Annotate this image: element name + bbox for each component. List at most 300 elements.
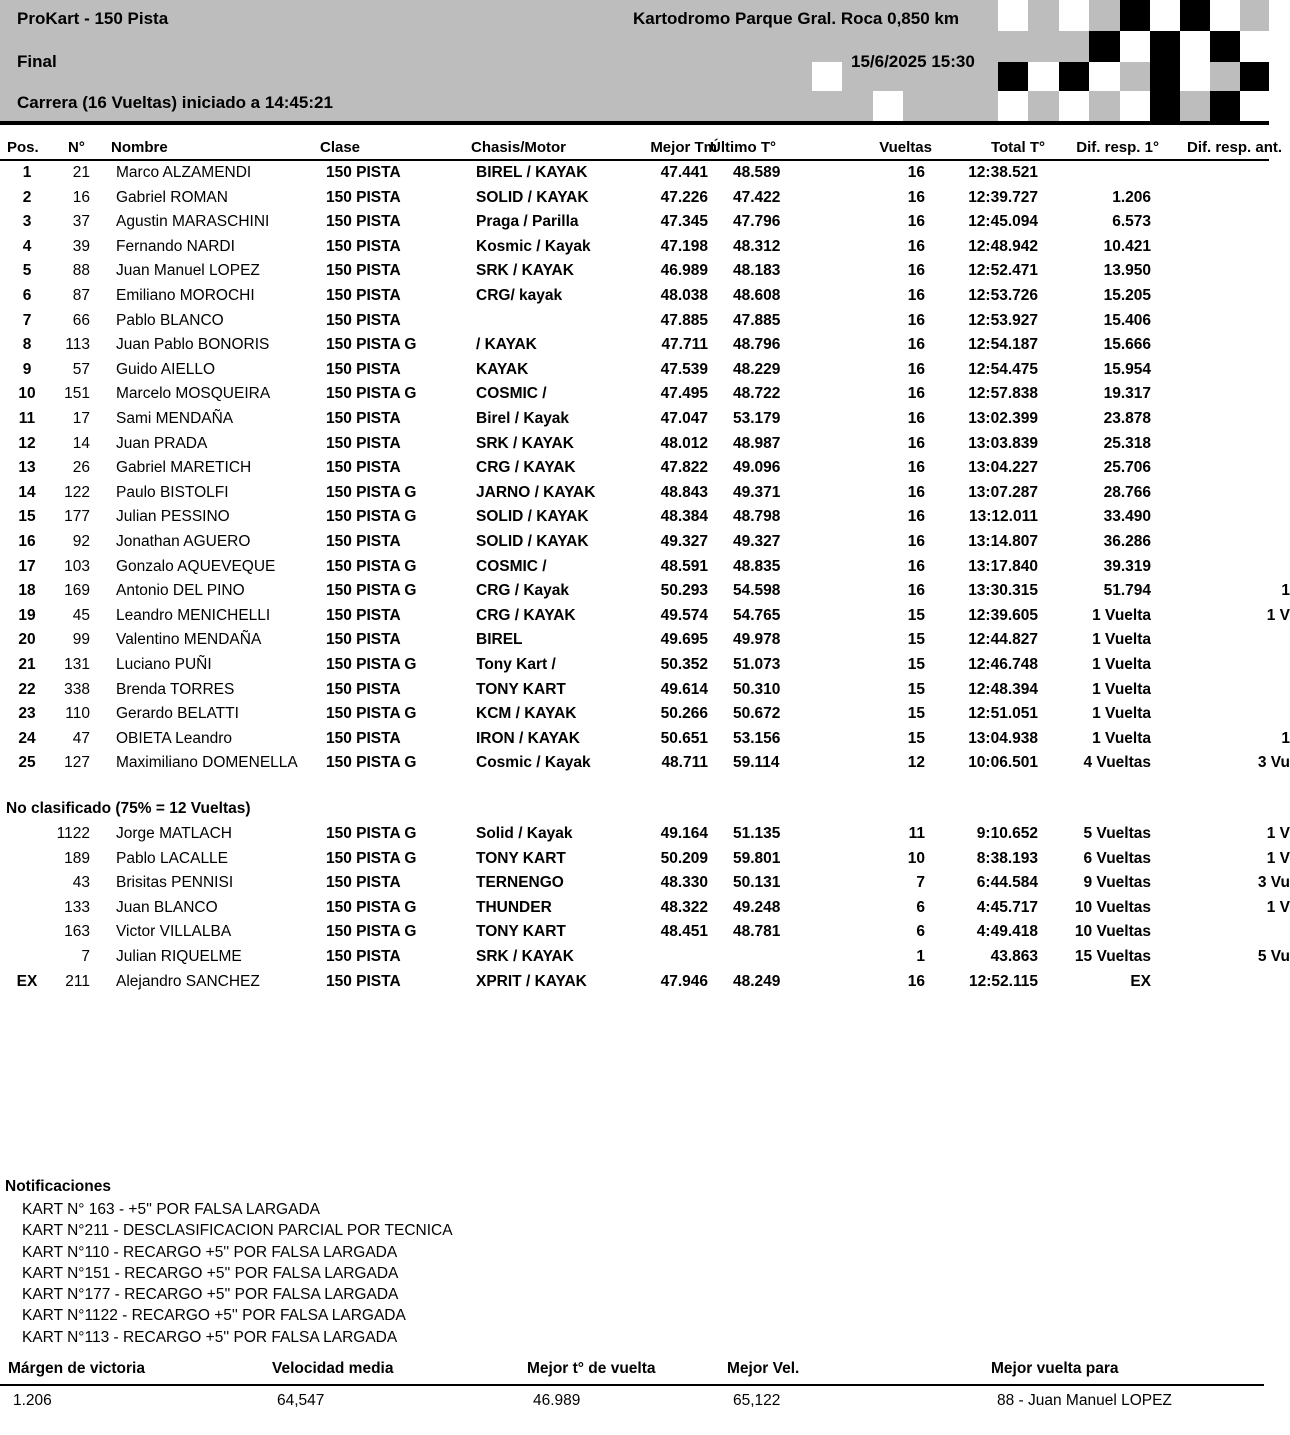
cell-num: 66 <box>72 311 90 329</box>
cell-num: 110 <box>65 705 90 723</box>
cell-best: 49.614 <box>660 680 708 698</box>
cell-name: Gabriel ROMAN <box>116 188 228 206</box>
cell-last: 51.073 <box>733 656 781 673</box>
notifications-title: Notificaciones <box>5 1178 111 1195</box>
cell-best: 47.495 <box>660 385 708 403</box>
cell-pos: 8 <box>22 336 32 354</box>
cell-pos: 1 <box>22 164 32 181</box>
cell-last: 48.781 <box>733 923 781 941</box>
cell-laps: 16 <box>907 972 925 990</box>
cell-total: 12:38.521 <box>968 164 1038 181</box>
cell-difant <box>1180 653 1290 678</box>
cell-name: Alejandro SANCHEZ <box>116 972 260 990</box>
cell-pos: 18 <box>18 582 36 600</box>
cell-best: 50.352 <box>660 656 708 673</box>
cell-num: 131 <box>64 656 90 673</box>
cell-laps: 6 <box>916 898 925 916</box>
cell-num: 47 <box>72 729 90 747</box>
cell-name: Juan Pablo BONORIS <box>116 336 270 354</box>
cell-dif1: 1 Vuelta <box>1092 729 1151 747</box>
col-total: Total T° <box>990 139 1045 156</box>
session-name: Final <box>17 52 57 71</box>
cell-num: 16 <box>72 188 90 206</box>
cell-laps: 16 <box>907 557 925 575</box>
cell-chasis: TERNENGO <box>476 874 564 892</box>
cell-chasis: KCM / KAYAK <box>476 705 577 723</box>
cell-best: 48.322 <box>660 898 708 916</box>
col-laps: Vueltas <box>879 139 932 156</box>
cell-best: 47.441 <box>660 164 708 181</box>
cell-pos: 17 <box>18 557 36 575</box>
col-best: Mejor Tm <box>650 139 717 156</box>
cell-num: 57 <box>72 360 90 378</box>
cell-pos: 3 <box>22 213 32 231</box>
cell-pos: 4 <box>22 237 32 255</box>
cell-dif1: 10 Vueltas <box>1074 923 1151 941</box>
cell-total: 12:54.475 <box>968 360 1038 378</box>
cell-best: 47.345 <box>660 213 708 231</box>
result-row <box>0 358 1269 383</box>
nc-row <box>0 871 1290 896</box>
cell-clase: 150 PISTA <box>326 164 401 181</box>
col-chasis: Chasis/Motor <box>471 139 567 156</box>
cell-last: 51.135 <box>733 825 781 842</box>
col-pos: Pos. <box>7 139 39 156</box>
result-row <box>0 555 1269 580</box>
cell-difant: 3 Vu <box>1257 874 1290 892</box>
cell-difant: 1 V <box>1266 825 1290 842</box>
cell-chasis: IRON / KAYAK <box>476 729 580 747</box>
cell-chasis: CRG/ kayak <box>476 287 563 304</box>
cell-last: 59.114 <box>733 754 780 772</box>
cell-dif1: 36.286 <box>1103 533 1151 550</box>
best-lap-for-value: 88 - Juan Manuel LOPEZ <box>997 1392 1172 1409</box>
cell-last: 48.608 <box>733 287 781 304</box>
col-clase: Clase <box>320 139 361 156</box>
track-name: Kartodromo Parque Gral. Roca 0,850 km <box>633 9 959 28</box>
cell-laps: 1 <box>916 948 925 965</box>
cell-best: 46.989 <box>660 262 708 280</box>
cell-clase: 150 PISTA G <box>326 705 417 723</box>
cell-best: 47.946 <box>660 972 708 990</box>
cell-difant <box>1180 161 1290 186</box>
cell-clase: 150 PISTA G <box>326 849 417 867</box>
cell-last: 48.229 <box>733 360 781 378</box>
cell-best: 47.539 <box>660 360 708 378</box>
cell-difant <box>1180 432 1290 457</box>
cell-num: 7 <box>81 948 90 965</box>
cell-pos: 13 <box>18 459 36 477</box>
col-dif1: Dif. resp. 1° <box>1076 139 1159 156</box>
cell-dif1: 1 Vuelta <box>1092 680 1151 698</box>
cell-best: 49.327 <box>660 533 708 550</box>
cell-clase: 150 PISTA <box>326 533 401 550</box>
cell-dif1: 33.490 <box>1103 508 1151 526</box>
cell-laps: 15 <box>907 631 925 649</box>
cell-pos <box>7 896 47 921</box>
cell-name: Pablo LACALLE <box>116 849 229 867</box>
summary-divider <box>0 1384 1264 1386</box>
cell-last: 50.131 <box>733 874 781 892</box>
cell-clase: 150 PISTA <box>326 360 401 378</box>
result-row <box>0 210 1269 235</box>
cell-pos: 24 <box>18 729 36 747</box>
cell-chasis: SRK / KAYAK <box>476 262 574 280</box>
cell-num: 17 <box>72 410 90 427</box>
nc-row <box>0 896 1290 921</box>
cell-last: 49.327 <box>733 533 781 550</box>
cell-name: Jorge MATLACH <box>116 825 232 842</box>
cell-last: 50.310 <box>733 680 781 698</box>
cell-name: Juan Manuel LOPEZ <box>116 262 260 280</box>
cell-difant <box>1180 284 1290 309</box>
cell-total: 8:38.193 <box>976 849 1038 867</box>
col-last: Último T° <box>710 139 776 156</box>
cell-difant: 1 V <box>1266 898 1290 916</box>
cell-pos <box>7 945 47 970</box>
cell-dif1: 1 Vuelta <box>1092 705 1151 723</box>
cell-last: 47.885 <box>733 311 781 329</box>
cell-name: Maximiliano DOMENELLA <box>116 754 298 772</box>
cell-last: 59.801 <box>733 849 781 867</box>
cell-num: 338 <box>64 680 90 698</box>
cell-clase: 150 PISTA <box>326 237 401 255</box>
cell-laps: 15 <box>907 729 925 747</box>
cell-dif1: 1 Vuelta <box>1092 631 1151 649</box>
avg-speed-value: 64,547 <box>277 1392 325 1409</box>
cell-clase: 150 PISTA G <box>326 754 417 772</box>
cell-clase: 150 PISTA G <box>326 385 417 403</box>
cell-laps: 16 <box>907 237 925 255</box>
cell-num: 103 <box>64 557 90 575</box>
cell-laps: 16 <box>907 582 925 600</box>
cell-best: 47.047 <box>660 410 708 427</box>
cell-pos: 16 <box>18 533 36 550</box>
best-lap-label: Mejor t° de vuelta <box>527 1360 656 1377</box>
cell-best <box>600 945 708 970</box>
cell-chasis: SRK / KAYAK <box>476 948 574 965</box>
cell-dif1: 10 Vueltas <box>1074 898 1151 916</box>
cell-name: Luciano PUÑI <box>116 656 212 673</box>
cell-name: Fernando NARDI <box>116 237 235 255</box>
cell-total: 12:39.605 <box>968 606 1038 624</box>
cell-last <box>733 945 803 970</box>
cell-last: 47.422 <box>733 188 781 206</box>
result-row <box>0 259 1269 284</box>
cell-clase: 150 PISTA <box>326 606 401 624</box>
cell-total: 12:54.187 <box>968 336 1038 354</box>
session-datetime: 15/6/2025 15:30 <box>851 52 975 71</box>
cell-best: 48.330 <box>660 874 708 892</box>
margin-value: 1.206 <box>13 1392 52 1409</box>
cell-total: 13:07.287 <box>968 483 1038 501</box>
cell-best: 50.266 <box>660 705 708 723</box>
cell-last: 48.312 <box>733 237 781 255</box>
cell-total: 12:44.827 <box>968 631 1038 649</box>
cell-num: 151 <box>64 385 90 403</box>
cell-total: 12:53.726 <box>968 287 1038 304</box>
cell-chasis: JARNO / KAYAK <box>476 483 596 501</box>
cell-difant <box>1180 920 1290 945</box>
cell-best: 50.651 <box>660 729 708 747</box>
cell-clase: 150 PISTA <box>326 262 401 280</box>
result-row <box>0 604 1290 629</box>
cell-clase: 150 PISTA <box>326 410 401 427</box>
cell-pos <box>7 920 47 945</box>
best-lap-for-label: Mejor vuelta para <box>991 1360 1119 1377</box>
cell-laps: 10 <box>907 849 925 867</box>
cell-clase: 150 PISTA G <box>326 825 417 842</box>
cell-difant: 5 Vu <box>1257 948 1290 965</box>
cell-best: 50.209 <box>660 849 708 867</box>
cell-num: 127 <box>64 754 90 772</box>
cell-num: 211 <box>65 972 90 990</box>
cell-pos: 21 <box>18 656 36 673</box>
cell-chasis: TONY KART <box>476 680 566 698</box>
cell-total: 4:49.418 <box>976 923 1038 941</box>
cell-num: 177 <box>64 508 90 526</box>
cell-chasis: TONY KART <box>476 849 566 867</box>
cell-difant <box>1180 358 1290 383</box>
result-row <box>0 235 1269 260</box>
cell-difant <box>1180 309 1290 334</box>
notifications-panel <box>5 1178 453 1348</box>
cell-best: 48.384 <box>660 508 708 526</box>
cell-pos: 11 <box>18 410 36 427</box>
column-headers <box>0 137 1283 159</box>
cell-num: 133 <box>64 898 90 916</box>
cell-clase: 150 PISTA <box>326 631 401 649</box>
result-row <box>0 456 1269 481</box>
cell-pos: 20 <box>18 631 36 649</box>
cell-chasis <box>476 309 553 334</box>
cell-difant <box>1180 456 1290 481</box>
cell-best: 49.695 <box>660 631 708 649</box>
cell-name: Leandro MENICHELLI <box>116 606 271 624</box>
cell-chasis: COSMIC / <box>476 385 547 403</box>
header-banner <box>0 0 1269 121</box>
result-row <box>0 505 1269 530</box>
cell-difant <box>1180 530 1290 555</box>
cell-best: 48.451 <box>660 923 708 941</box>
cell-total: 13:03.839 <box>968 434 1038 452</box>
cell-num: 14 <box>72 434 90 452</box>
notification-item: KART N°110 - RECARGO +5'' POR FALSA LARGADA <box>22 1243 398 1261</box>
cell-num: 37 <box>72 213 90 231</box>
cell-difant: 1 <box>1281 582 1290 600</box>
notification-item: KART N°113 - RECARGO +5'' POR FALSA LARGADA <box>22 1328 398 1346</box>
cell-clase: 150 PISTA G <box>326 923 417 941</box>
cell-dif1: 9 Vueltas <box>1083 874 1151 892</box>
cell-chasis: / KAYAK <box>476 336 537 354</box>
race-info: Carrera (16 Vueltas) iniciado a 14:45:21 <box>17 93 333 112</box>
cell-chasis: SOLID / KAYAK <box>476 533 589 550</box>
result-row <box>0 186 1269 211</box>
cell-laps: 16 <box>907 360 925 378</box>
cell-difant <box>1180 259 1290 284</box>
cell-difant: 3 Vu <box>1257 754 1290 772</box>
cell-name: Guido AIELLO <box>116 360 216 378</box>
cell-chasis: CRG / KAYAK <box>476 606 576 624</box>
cell-pos: 5 <box>22 262 32 280</box>
cell-best: 48.843 <box>660 483 708 501</box>
cell-laps: 16 <box>907 287 925 304</box>
cell-pos: 22 <box>18 680 36 698</box>
col-name: Nombre <box>111 139 168 156</box>
cell-last: 48.722 <box>733 385 781 403</box>
cell-num: 26 <box>72 459 90 477</box>
cell-total: 13:30.315 <box>968 582 1038 600</box>
cell-name: Brisitas PENNISI <box>116 874 234 892</box>
cell-last: 49.371 <box>733 483 781 501</box>
col-num: N° <box>68 139 85 156</box>
cell-clase: 150 PISTA <box>326 874 401 892</box>
cell-dif1: 6 Vueltas <box>1083 849 1151 867</box>
cell-dif1: 1 Vuelta <box>1092 656 1151 673</box>
nc-row <box>0 945 1290 970</box>
nc-row <box>0 920 1269 945</box>
cell-dif1: 5 Vueltas <box>1083 825 1151 842</box>
cell-name: Jonathan AGUERO <box>116 533 251 550</box>
cell-num: 45 <box>72 606 90 624</box>
cell-name: Marco ALZAMENDI <box>116 164 252 181</box>
cell-laps: 16 <box>907 262 925 280</box>
cell-last: 48.183 <box>733 262 781 280</box>
cell-clase: 150 PISTA <box>326 311 401 329</box>
cell-difant: 1 V <box>1266 606 1290 624</box>
cell-num: 87 <box>72 287 90 304</box>
cell-chasis: COSMIC / <box>476 557 547 575</box>
cell-total: 13:04.227 <box>968 459 1038 477</box>
cell-clase: 150 PISTA <box>326 459 401 477</box>
cell-difant <box>1180 481 1290 506</box>
cell-total: 13:14.807 <box>968 533 1038 550</box>
cell-chasis: Praga / Parilla <box>476 213 579 231</box>
result-row <box>0 727 1290 752</box>
cell-total: 9:10.652 <box>976 825 1038 842</box>
cell-dif1: 4 Vueltas <box>1083 754 1151 772</box>
cell-chasis: BIREL / KAYAK <box>476 164 588 181</box>
cell-last: 48.798 <box>733 508 781 526</box>
cell-difant: 1 <box>1281 729 1290 747</box>
cell-difant <box>1180 970 1290 995</box>
cell-chasis: SRK / KAYAK <box>476 434 574 452</box>
cell-total: 12:48.394 <box>968 680 1038 698</box>
cell-dif1: 19.317 <box>1103 385 1151 403</box>
cell-total: 13:04.938 <box>968 729 1038 747</box>
cell-name: Pablo BLANCO <box>116 311 224 329</box>
col-difant: Dif. resp. ant. <box>1187 139 1283 156</box>
cell-num: 92 <box>72 533 90 550</box>
cell-name: Antonio DEL PINO <box>116 582 245 600</box>
cell-chasis: THUNDER <box>476 898 552 916</box>
cell-dif1: 10.421 <box>1103 237 1151 255</box>
cell-name: Brenda TORRES <box>116 680 235 698</box>
cell-pos: 7 <box>22 311 32 329</box>
cell-total: 13:17.840 <box>968 557 1038 575</box>
cell-clase: 150 PISTA G <box>326 508 417 526</box>
cell-name: Emiliano MOROCHI <box>116 287 255 304</box>
notification-item: KART N°211 - DESCLASIFICACION PARCIAL POR TECNICA <box>22 1222 453 1240</box>
cell-laps: 16 <box>907 311 925 329</box>
cell-num: 39 <box>72 237 90 255</box>
cell-total: 12:39.727 <box>968 188 1038 206</box>
cell-difant <box>1180 333 1290 358</box>
cell-dif1: 15 Vueltas <box>1074 948 1151 965</box>
cell-best: 47.711 <box>661 336 708 354</box>
result-row <box>0 481 1269 506</box>
result-row <box>0 432 1269 457</box>
result-row <box>0 702 1269 727</box>
cell-best: 50.293 <box>660 582 708 600</box>
event-title: ProKart - 150 Pista <box>17 9 169 28</box>
avg-speed-label: Velocidad media <box>272 1360 394 1377</box>
result-row <box>0 333 1269 358</box>
result-row <box>0 678 1269 703</box>
cell-difant <box>1180 186 1290 211</box>
cell-num: 99 <box>72 631 90 649</box>
cell-total: 12:46.748 <box>968 656 1038 673</box>
cell-chasis: KAYAK <box>476 360 529 378</box>
cell-best: 48.591 <box>660 557 708 575</box>
cell-dif1: 15.954 <box>1103 360 1151 378</box>
cell-dif1: 39.319 <box>1103 557 1151 575</box>
cell-chasis: TONY KART <box>476 923 566 941</box>
nc-row <box>0 970 1269 995</box>
cell-dif1: 1.206 <box>1112 188 1151 206</box>
result-row <box>0 579 1290 604</box>
result-row <box>0 751 1290 776</box>
cell-clase: 150 PISTA <box>326 948 401 965</box>
cell-chasis: XPRIT / KAYAK <box>476 972 587 990</box>
cell-name: Gonzalo AQUEVEQUE <box>116 557 276 575</box>
cell-laps: 16 <box>907 336 925 354</box>
cell-best: 48.038 <box>660 287 708 304</box>
result-row <box>0 628 1269 653</box>
cell-clase: 150 PISTA <box>326 188 401 206</box>
margin-label: Márgen de victoria <box>8 1360 145 1377</box>
cell-chasis: Birel / Kayak <box>476 410 570 427</box>
cell-name: Juan BLANCO <box>116 898 218 916</box>
cell-chasis: Cosmic / Kayak <box>476 754 591 772</box>
cell-pos: 2 <box>22 188 32 206</box>
cell-laps: 12 <box>907 754 925 772</box>
cell-clase: 150 PISTA <box>326 287 401 304</box>
cell-name: Juan PRADA <box>116 434 208 452</box>
cell-total: 4:45.717 <box>976 898 1038 916</box>
cell-total: 12:45.094 <box>968 213 1038 231</box>
cell-clase: 150 PISTA <box>326 434 401 452</box>
cell-num: 21 <box>72 164 90 181</box>
cell-laps: 11 <box>908 825 925 842</box>
cell-chasis: Kosmic / Kayak <box>476 237 591 255</box>
cell-best: 48.711 <box>661 754 708 772</box>
cell-last: 54.598 <box>733 582 781 600</box>
cell-dif1: 15.406 <box>1103 311 1151 329</box>
cell-laps: 15 <box>907 680 925 698</box>
cell-laps: 15 <box>907 656 925 673</box>
best-vel-label: Mejor Vel. <box>727 1360 800 1377</box>
cell-total: 12:52.471 <box>968 262 1038 280</box>
cell-pos <box>7 847 47 872</box>
cell-total: 10:06.501 <box>968 754 1038 772</box>
result-row <box>0 530 1269 555</box>
cell-chasis: SOLID / KAYAK <box>476 508 589 526</box>
not-classified-title: No clasificado (75% = 12 Vueltas) <box>6 800 251 817</box>
best-vel-value: 65,122 <box>733 1392 781 1409</box>
cell-clase: 150 PISTA G <box>326 483 417 501</box>
cell-name: Gabriel MARETICH <box>116 459 252 477</box>
